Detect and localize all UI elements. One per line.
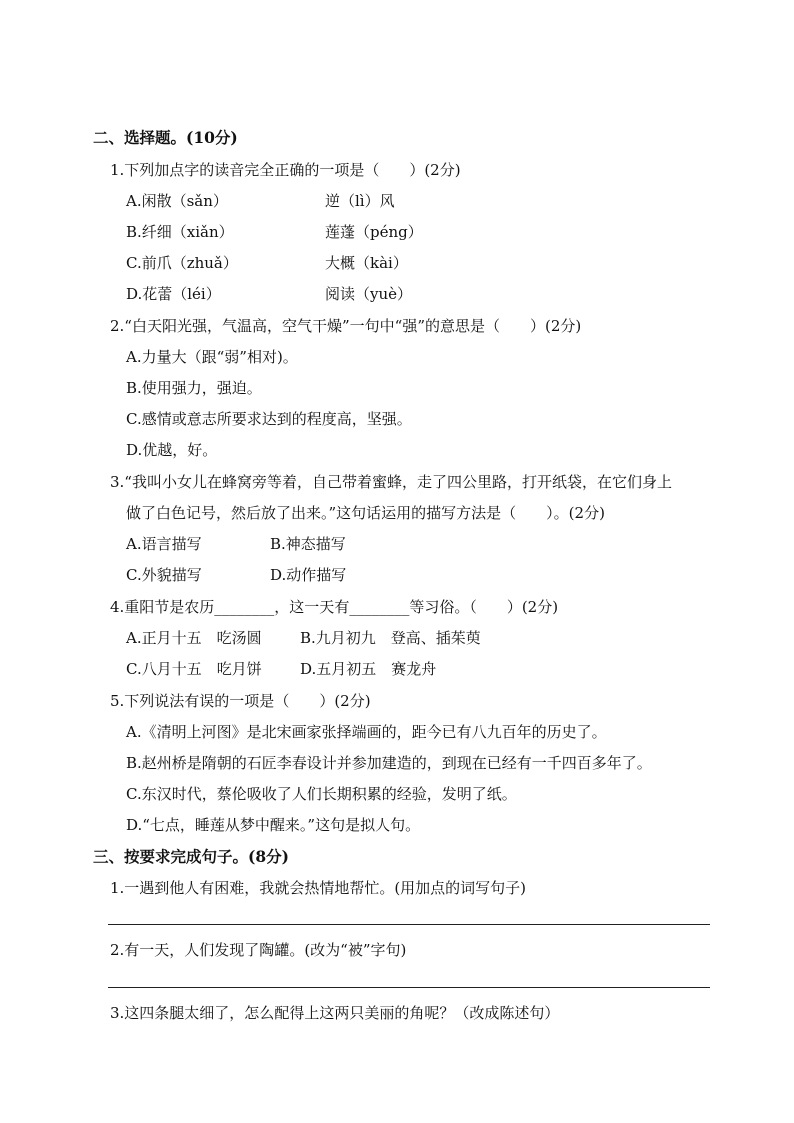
q5-option-b: B.赵州桥是隋朝的石匠李春设计并参加建造的，到现在已经有一千四百多年了。 xyxy=(126,754,652,772)
q2-option-c: C.感情或意志所要求达到的程度高，坚强。 xyxy=(126,410,412,428)
q4-option-b: B.九月初九 登高、插茱萸 xyxy=(300,629,481,647)
q4-stem: 4.重阳节是农历________，这一天有________等习俗。（ ）(2分) xyxy=(110,598,559,616)
q3-option-a: A.语言描写 xyxy=(126,535,202,553)
q4-option-a: A.正月十五 吃汤圆 xyxy=(126,629,262,647)
q1-option-c: C.前爪（zhuǎ） xyxy=(126,254,238,272)
q1-stem: 1.下列加点字的读音完全正确的一项是（ ）(2分) xyxy=(110,161,461,179)
q1-option-b: B.纤细（xiǎn） xyxy=(126,223,234,241)
q5-option-c: C.东汉时代，蔡伦吸收了人们长期积累的经验，发明了纸。 xyxy=(126,785,517,803)
q3-stem-line-2: 做了白色记号，然后放了出来。”这句话运用的描写方法是（ ）。(2分) xyxy=(126,504,605,522)
s1-answer-line[interactable] xyxy=(108,924,710,925)
s3-prompt: 3.这四条腿太细了，怎么配得上这两只美丽的角呢？（改成陈述句） xyxy=(110,1004,560,1022)
q1-option-d-2: 阅读（yuè） xyxy=(325,285,413,303)
q5-stem: 5.下列说法有误的一项是（ ）(2分) xyxy=(110,692,371,710)
section-2-heading: 二、选择题。(10分) xyxy=(93,128,238,147)
q3-option-b: B.神态描写 xyxy=(270,535,346,553)
q1-option-d: D.花蕾（léi） xyxy=(126,285,221,303)
q2-option-d: D.优越，好。 xyxy=(126,441,218,459)
q1-option-c-2: 大概（kài） xyxy=(325,254,408,272)
s1-prompt: 1.一遇到他人有困难，我就会热情地帮忙。(用加点的词写句子) xyxy=(110,879,527,897)
q3-stem-line-1: 3.“我叫小女儿在蜂窝旁等着，自己带着蜜蜂，走了四公里路，打开纸袋，在它们身上 xyxy=(110,473,672,491)
q3-option-d: D.动作描写 xyxy=(270,566,347,584)
q4-option-c: C.八月十五 吃月饼 xyxy=(126,660,262,678)
s2-answer-line[interactable] xyxy=(108,987,710,988)
q2-option-b: B.使用强力，强迫。 xyxy=(126,379,262,397)
s2-prompt: 2.有一天，人们发现了陶罐。(改为“被”字句) xyxy=(110,941,407,959)
q5-option-d: D.“七点，睡莲从梦中醒来。”这句是拟人句。 xyxy=(126,816,421,834)
q4-option-d: D.五月初五 赛龙舟 xyxy=(300,660,437,678)
q2-option-a: A.力量大（跟“弱”相对)。 xyxy=(126,348,298,366)
q1-option-b-2: 莲蓬（péng） xyxy=(325,223,423,241)
q2-stem: 2.“白天阳光强，气温高，空气干燥”一句中“强”的意思是（ ）(2分) xyxy=(110,317,582,335)
q1-option-a: A.闲散（sǎn） xyxy=(126,192,228,210)
q5-option-a: A.《清明上河图》是北宋画家张择端画的，距今已有八九百年的历史了。 xyxy=(126,723,607,741)
section-3-heading: 三、按要求完成句子。(8分) xyxy=(93,847,289,866)
q3-option-c: C.外貌描写 xyxy=(126,566,202,584)
q1-option-a-2: 逆（lì）风 xyxy=(325,192,395,210)
